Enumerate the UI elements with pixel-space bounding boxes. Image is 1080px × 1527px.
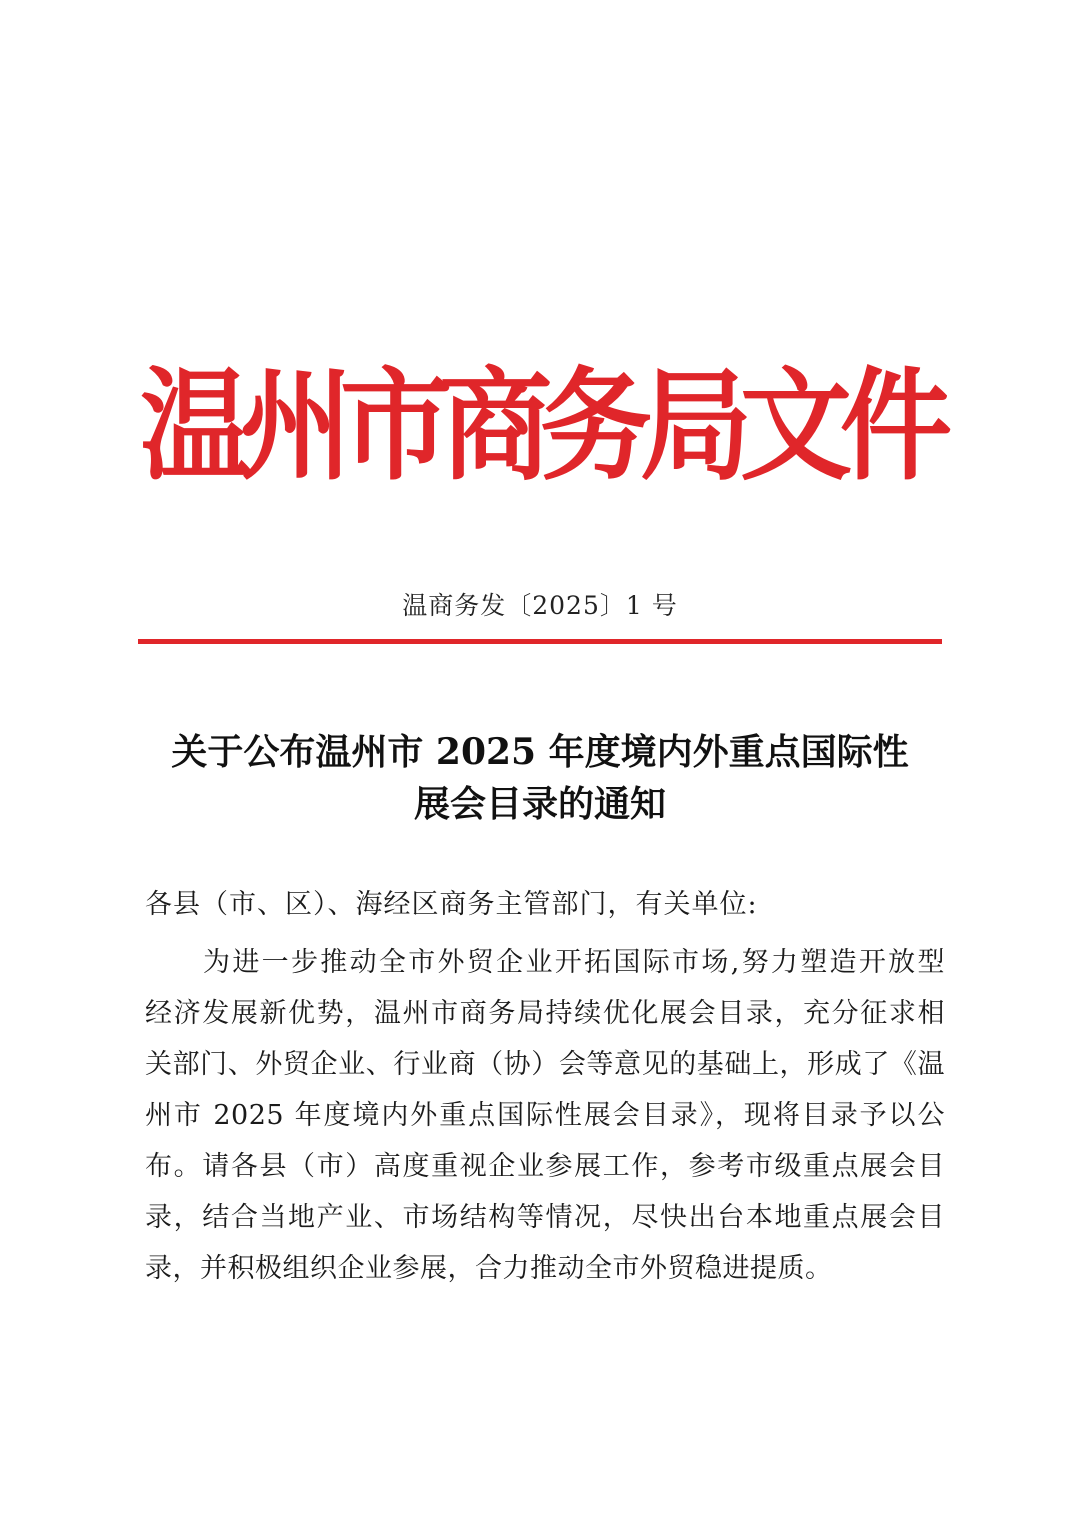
body-line: 州市 2025 年度境内外重点国际性展会目录》，现将目录予以公	[145, 1100, 945, 1131]
body-line: 关部门、外贸企业、行业商（协）会等意见的基础上，形成了《温	[145, 1049, 945, 1080]
notice-title-line-2: 展会目录的通知	[413, 783, 666, 825]
body-line: 布。请各县（市）高度重视企业参展工作，参考市级重点展会目	[145, 1151, 945, 1182]
salutation: 各县（市、区）、海经区商务主管部门，有关单位:	[145, 889, 758, 920]
body-line: 录，并积极组织企业参展，合力推动全市外贸稳进提质。	[145, 1253, 833, 1284]
notice-title-line-1: 关于公布温州市 2025 年度境内外重点国际性	[171, 731, 909, 773]
red-divider-line	[138, 639, 942, 644]
body-line: 录，结合当地产业、市场结构等情况，尽快出台本地重点展会目	[145, 1202, 945, 1233]
body-paragraph	[145, 937, 945, 1294]
body-line: 经济发展新优势，温州市商务局持续优化展会目录，充分征求相	[145, 998, 945, 1029]
body-line: 为进一步推动全市外贸企业开拓国际市场,努力塑造开放型	[203, 947, 945, 978]
notice-title	[120, 726, 960, 830]
document-number: 温商务发〔2025〕1 号	[402, 591, 678, 620]
red-header-title: 温州市商务局文件	[140, 356, 940, 498]
